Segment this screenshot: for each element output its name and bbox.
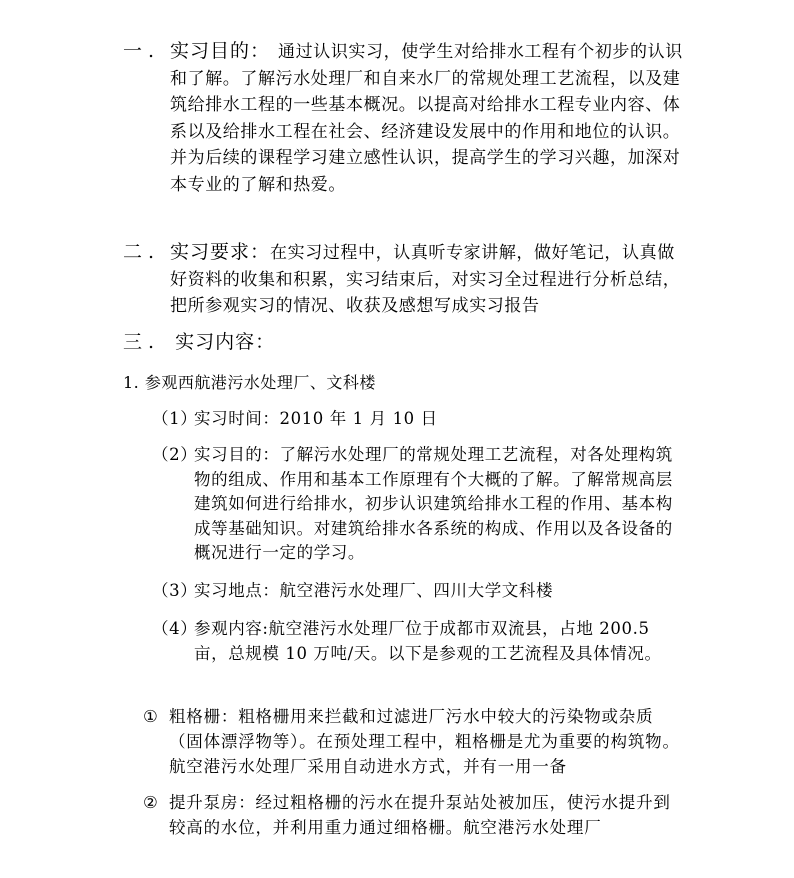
section-number: 三. [123,331,161,353]
section-content-heading [123,329,275,355]
section-body [170,38,690,198]
item-marker: （2） [152,445,198,464]
step-marker: ② [143,793,159,812]
item-text: 实习地点：航空港污水处理厂、四川大学文科楼 [194,581,554,600]
step-text: 粗格栅：粗格栅用来拦截和过滤进厂污水中较大的污染物或杂质（固体漂浮物等）。在预处理工程中，粗格栅是尤为重要的构筑物。航空港污水处理厂采用自动进水方式，并有一用一备 [169,707,680,776]
section-label: 实习目的： [170,40,271,62]
item-text: 实习时间：2010 年 1 月 10 日 [194,409,438,428]
item-marker: （3） [152,581,198,600]
section-body [170,239,690,320]
section-number: 二. [123,241,161,263]
item-title: 1. 参观西航港污水处理厂、文科楼 [123,373,376,392]
step-marker: ① [143,707,159,726]
item-text: 实习目的：了解污水处理厂的常规处理工艺流程，对各处理构筑物的组成、作用和基本工作原理有个大概的了解。了解常规高层建筑如何进行给排水，初步认识建筑给排水工程的作用、基本构成等基础知识。对建筑给排水各系统的构成、作用以及各设备的概况进行一定的学习。 [194,445,673,562]
item-marker: （1） [152,409,198,428]
step-text: 提升泵房：经过粗格栅的污水在提升泵站处被加压，使污水提升到较高的水位，并利用重力通过细格栅。航空港污水处理厂 [169,793,671,837]
item-text: 参观内容:航空港污水处理厂位于成都市双流县，占地 200.5 亩，总规模 10 万吨/天。以下是参观的工艺流程及具体情况。 [194,619,662,663]
section-number: 一. [123,40,161,62]
section-text: 通过认识实习，使学生对给排水工程有个初步的认识和了解。了解污水处理厂和自来水厂的常规处理工艺流程，以及建筑给排水工程的一些基本概况。以提高对给排水工程专业内容、体系以及给排水工程在社会、经济建设发展中的作用和地位的认识。并为后续的课程学习建立感性认识，提高学生的学习兴趣，加深对本专业的了解和热爱。 [170,42,683,195]
section-label: 实习要求： [170,241,271,263]
section-text: 在实习过程中，认真听专家讲解，做好笔记，认真做好资料的收集和积累，实习结束后，对实习全过程进行分析总结，把所参观实习的情况、收获及感想写成实习报告 [170,243,681,316]
item-marker: （4） [152,619,198,638]
section-label: 实习内容： [175,331,276,353]
